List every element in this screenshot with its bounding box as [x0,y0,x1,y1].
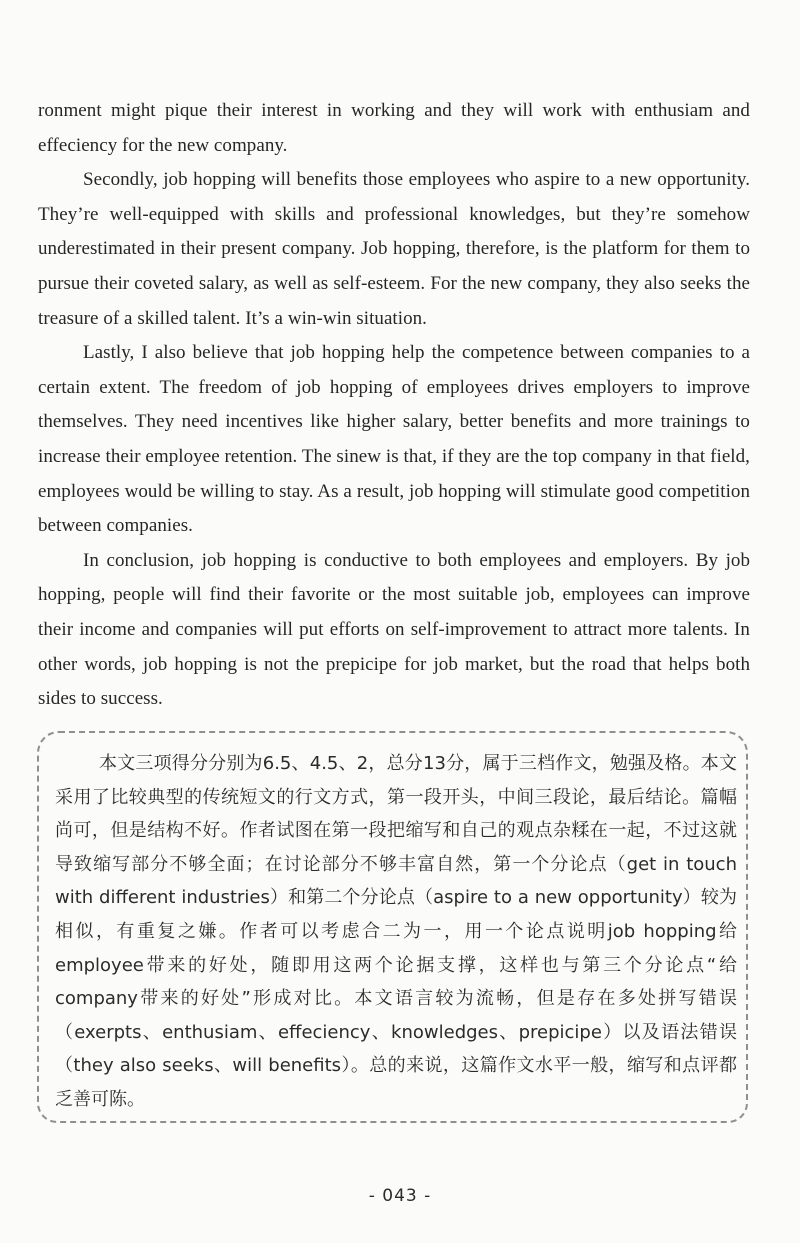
commentary-text: 本文三项得分分别为6.5、4.5、2，总分13分，属于三档作文，勉强及格。本文采用了比较典型的传统短文的行文方式，第一段开头，中间三段论，最后结论。篇幅尚可，但是结构不好。作者试图在第一段把缩写和自己的观点杂糅在一起，不过这就导致缩写部分不够全面；在讨论部分不够丰富自然，第一个分论点（get in touch with different industries）和第二个分论点（aspire to a new opportunity）较为相似，有重复之嫌。作者可以考虑合二为一，用一个论点说明job hopping给employee带来的好处，随即用这两个论据支撑，这样也与第三个分论点“给company带来的好处”形成对比。本文语言较为流畅，但是存在多处拼写错误（exerpts、enthusiam、effeciency、knowledges、prepicipe）以及语法错误（they also seeks、will benefits）。总的来说，这篇作文水平一般，缩写和点评都乏善可陈。 [55,753,737,1110]
essay-paragraph-4: In conclusion, job hopping is conductive to both employees and employers. By job hopping, people will find their favorite or the most suitable job, employees can improve their income and companies will put efforts on self-improvement to attract more talents. In other words, job hopping is not the prepicipe for job market, but the road that helps both sides to success. [38,549,750,710]
commentary-box [37,731,748,1123]
essay-body [38,94,750,717]
page-number: - 043 - [368,1186,432,1206]
essay-paragraph-2: Secondly, job hopping will benefits those employees who aspire to a new opportunity. They’re well-equipped with skills and professional knowledges, but they’re somehow underestimated in their present company. Job hopping, therefore, is the platform for them to pursue their coveted salary, as well as self-esteem. For the new company, they also seeks the treasure of a skilled talent. It’s a win-win situation. [38,169,750,329]
essay-paragraph-3: Lastly, I also believe that job hopping help the competence between companies to a certain extent. The freedom of job hopping of employees drives employers to improve themselves. They need incentives like higher salary, better benefits and more trainings to increase their employee retention. The sinew is that, if they are the top company in that field, employees would be willing to stay. As a result, job hopping will stimulate good competition between companies. [38,342,750,537]
essay-paragraph-1: ronment might pique their interest in working and they will work with enthusiam and effeciency for the new company. [38,100,750,156]
